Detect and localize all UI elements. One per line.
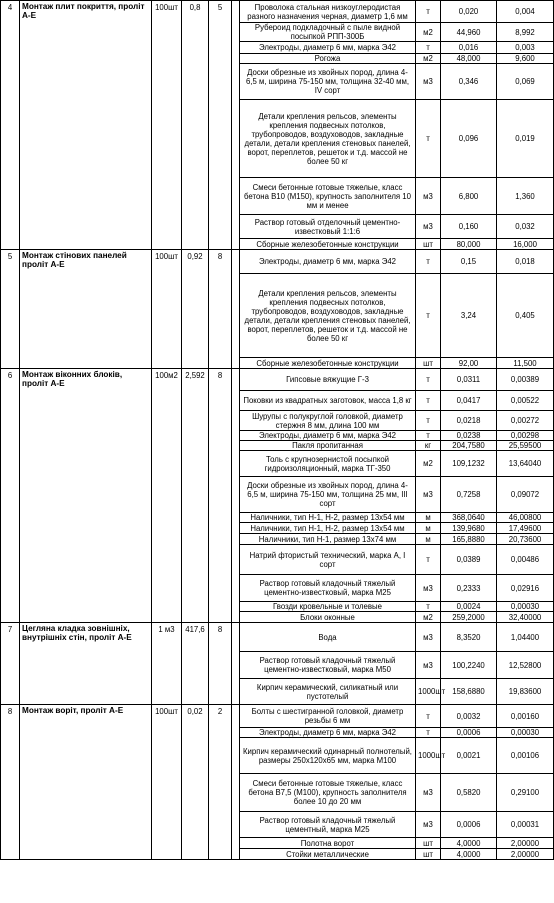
material-total: 0,00031 (497, 812, 554, 838)
row-number: 4 (1, 1, 20, 250)
material-norm: 0,0238 (441, 431, 497, 441)
material-unit: т (416, 602, 441, 612)
material-total: 0,02916 (497, 575, 554, 602)
material-name: Смеси бетонные готовые тяжелые, класс бетона В10 (М150), крупность заполнителя 10 мм и менее (240, 178, 416, 215)
material-unit: м3 (416, 477, 441, 513)
material-total: 0,069 (497, 64, 554, 100)
material-name: Доски обрезные из хвойных пород, длина 4-6,5 м, ширина 75-150 мм, толщина 32-40 мм, IV сорт (240, 64, 416, 100)
work-grade: 2 (209, 705, 232, 860)
material-total: 0,00298 (497, 431, 554, 441)
work-unit: 100шт (152, 1, 182, 250)
material-name: Поковки из квадратных заготовок, масса 1,8 кг (240, 391, 416, 411)
material-norm: 0,0389 (441, 545, 497, 575)
material-total: 2,00000 (497, 849, 554, 860)
work-unit: 1 м3 (152, 623, 182, 705)
material-unit: м (416, 513, 441, 523)
material-name: Наличники, тип Н-1, Н-2, размер 13х54 мм (240, 513, 416, 523)
material-unit: т (416, 431, 441, 441)
material-unit: м2 (416, 54, 441, 64)
material-name: Рогожа (240, 54, 416, 64)
material-norm: 92,00 (441, 358, 497, 369)
material-unit: м3 (416, 652, 441, 679)
work-quantity: 2,592 (182, 369, 209, 623)
work-grade: 5 (209, 1, 232, 250)
material-norm: 6,800 (441, 178, 497, 215)
material-total: 0,00272 (497, 411, 554, 431)
material-unit: м3 (416, 64, 441, 100)
material-total: 32,40000 (497, 612, 554, 623)
material-unit: т (416, 728, 441, 738)
material-total: 11,500 (497, 358, 554, 369)
material-name: Кирпич керамический, силикатный или пустотелый (240, 679, 416, 705)
material-total: 0,032 (497, 215, 554, 239)
material-norm: 0,346 (441, 64, 497, 100)
row-number: 8 (1, 705, 20, 860)
material-unit: м3 (416, 812, 441, 838)
table-row (1, 705, 554, 728)
material-unit: м3 (416, 774, 441, 812)
material-total: 0,09072 (497, 477, 554, 513)
material-unit: кг (416, 441, 441, 451)
table-row (1, 1, 554, 23)
material-unit: шт (416, 358, 441, 369)
material-total: 0,00106 (497, 738, 554, 774)
material-total: 17,49600 (497, 523, 554, 534)
material-name: Гвозди кровельные и толевые (240, 602, 416, 612)
material-unit: т (416, 705, 441, 728)
material-name: Натрий фтористый технический, марка А, I сорт (240, 545, 416, 575)
material-total: 9,600 (497, 54, 554, 64)
material-unit: т (416, 250, 441, 274)
material-total: 0,00486 (497, 545, 554, 575)
material-name: Электроды, диаметр 6 мм, марка Э42 (240, 431, 416, 441)
material-norm: 139,9680 (441, 523, 497, 534)
material-unit: м (416, 534, 441, 545)
material-name: Электроды, диаметр 6 мм, марка Э42 (240, 728, 416, 738)
material-total: 0,00030 (497, 602, 554, 612)
material-norm: 259,2000 (441, 612, 497, 623)
material-unit: м3 (416, 575, 441, 602)
material-norm: 0,160 (441, 215, 497, 239)
work-name: Монтаж воріт, проліт А-Е (20, 705, 152, 860)
material-unit: т (416, 411, 441, 431)
material-total: 2,00000 (497, 838, 554, 849)
material-norm: 44,960 (441, 23, 497, 42)
work-unit: 100м2 (152, 369, 182, 623)
material-total: 0,00522 (497, 391, 554, 411)
work-unit: 100шт (152, 250, 182, 369)
material-norm: 48,000 (441, 54, 497, 64)
work-quantity: 0,02 (182, 705, 209, 860)
material-norm: 4,0000 (441, 849, 497, 860)
material-name: Болты с шестигранной головкой, диаметр резьбы 6 мм (240, 705, 416, 728)
material-unit: м3 (416, 178, 441, 215)
work-grade: 8 (209, 623, 232, 705)
material-total: 0,004 (497, 1, 554, 23)
material-name: Пакля пропитанная (240, 441, 416, 451)
material-name: Детали крепления рельсов, элементы крепления подвесных потолков, трубопроводов, воздуховодов, закладные детали, детали крепления стеновых панелей, ворот, переплетов, решеток и т.д. массой не более 50 кг (240, 274, 416, 358)
material-name: Наличники, тип Н-1, Н-2, размер 13х54 мм (240, 523, 416, 534)
material-unit: т (416, 42, 441, 54)
material-unit: т (416, 1, 441, 23)
material-norm: 165,8880 (441, 534, 497, 545)
material-total: 16,000 (497, 239, 554, 250)
table-row (1, 369, 554, 391)
material-norm: 0,15 (441, 250, 497, 274)
material-name: Гипсовые вяжущие Г-3 (240, 369, 416, 391)
material-norm: 100,2240 (441, 652, 497, 679)
work-grade: 8 (209, 250, 232, 369)
material-name: Электроды, диаметр 6 мм, марка Э42 (240, 250, 416, 274)
material-norm: 80,000 (441, 239, 497, 250)
material-unit: м3 (416, 215, 441, 239)
material-norm: 368,0640 (441, 513, 497, 523)
material-norm: 0,0021 (441, 738, 497, 774)
material-unit: м (416, 523, 441, 534)
material-unit: т (416, 100, 441, 178)
material-norm: 4,0000 (441, 838, 497, 849)
spacer-cell (232, 250, 240, 369)
material-unit: шт (416, 849, 441, 860)
material-name: Толь с крупнозернистой посыпкой гидроизоляционный, марка ТГ-350 (240, 451, 416, 477)
material-norm: 0,0006 (441, 812, 497, 838)
material-total: 12,52800 (497, 652, 554, 679)
material-total: 0,00160 (497, 705, 554, 728)
material-norm: 204,7580 (441, 441, 497, 451)
material-norm: 0,020 (441, 1, 497, 23)
table-row (1, 623, 554, 652)
material-name: Раствор готовый кладочный тяжелый цементный, марка М25 (240, 812, 416, 838)
material-unit: т (416, 274, 441, 358)
work-quantity: 417,6 (182, 623, 209, 705)
spacer-cell (232, 1, 240, 250)
material-name: Сборные железобетонные конструкции (240, 239, 416, 250)
work-name: Цегляна кладка зовнішніх, внутрішніх стін, проліт А-Е (20, 623, 152, 705)
material-total: 0,405 (497, 274, 554, 358)
material-name: Раствор готовый отделочный цементно-известковый 1:1:6 (240, 215, 416, 239)
material-name: Раствор готовый кладочный тяжелый цементно-известковый, марка М25 (240, 575, 416, 602)
material-unit: шт (416, 838, 441, 849)
row-number: 7 (1, 623, 20, 705)
material-total: 0,019 (497, 100, 554, 178)
material-name: Сборные железобетонные конструкции (240, 358, 416, 369)
material-total: 1,360 (497, 178, 554, 215)
spacer-cell (232, 623, 240, 705)
material-unit: т (416, 391, 441, 411)
material-unit: м2 (416, 451, 441, 477)
material-name: Стойки металлические (240, 849, 416, 860)
material-unit: м3 (416, 623, 441, 652)
material-norm: 0,5820 (441, 774, 497, 812)
material-name: Детали крепления рельсов, элементы крепления подвесных потолков, трубопроводов, воздуховодов, закладные детали, детали крепления стеновых панелей, ворот, переплетов, решеток и т.д. массой не более 50 кг (240, 100, 416, 178)
material-unit: т (416, 369, 441, 391)
material-norm: 0,016 (441, 42, 497, 54)
material-name: Электроды, диаметр 6 мм, марка Э42 (240, 42, 416, 54)
material-total: 13,64040 (497, 451, 554, 477)
material-norm: 0,0311 (441, 369, 497, 391)
material-name: Шурупы с полукруглой головкой, диаметр стержня 8 мм, длина 100 мм (240, 411, 416, 431)
material-norm: 3,24 (441, 274, 497, 358)
material-name: Блоки оконные (240, 612, 416, 623)
material-name: Доски обрезные из хвойных пород, длина 4-6,5 м, ширина 75-150 мм, толщина 25 мм, III сорт (240, 477, 416, 513)
work-name: Монтаж плит покриття, проліт А-Е (20, 1, 152, 250)
row-number: 5 (1, 250, 20, 369)
material-unit: м2 (416, 612, 441, 623)
material-name: Полотна ворот (240, 838, 416, 849)
material-unit: т (416, 545, 441, 575)
material-unit: м2 (416, 23, 441, 42)
material-name: Рубероид подкладочный с пыле видной посыпкой РПП-300Б (240, 23, 416, 42)
material-name: Наличники, тип Н-1, размер 13х74 мм (240, 534, 416, 545)
material-unit: шт (416, 239, 441, 250)
material-total: 0,00389 (497, 369, 554, 391)
material-norm: 0,0417 (441, 391, 497, 411)
material-norm: 0,0032 (441, 705, 497, 728)
material-name: Проволока стальная низкоуглеродистая разного назначения черная, диаметр 1,6 мм (240, 1, 416, 23)
table-row (1, 250, 554, 274)
work-unit: 100шт (152, 705, 182, 860)
work-grade: 8 (209, 369, 232, 623)
material-total: 19,83600 (497, 679, 554, 705)
spacer-cell (232, 369, 240, 623)
material-total: 0,003 (497, 42, 554, 54)
material-total: 8,992 (497, 23, 554, 42)
material-name: Смеси бетонные готовые тяжелые, класс бетона В7,5 (М100), крупность заполнителя более 10 до 20 мм (240, 774, 416, 812)
material-norm: 109,1232 (441, 451, 497, 477)
material-name: Раствор готовый кладочный тяжелый цементно-известковый, марка М50 (240, 652, 416, 679)
material-norm: 8,3520 (441, 623, 497, 652)
spacer-cell (232, 705, 240, 860)
material-total: 1,04400 (497, 623, 554, 652)
material-name: Кирпич керамический одинарный полнотелый, размеры 250х120х65 мм, марка М100 (240, 738, 416, 774)
work-name: Монтаж стінових панелей проліт А-Е (20, 250, 152, 369)
material-total: 0,00030 (497, 728, 554, 738)
work-name: Монтаж віконних блоків, проліт А-Е (20, 369, 152, 623)
material-norm: 0,096 (441, 100, 497, 178)
material-total: 20,73600 (497, 534, 554, 545)
material-total: 46,00800 (497, 513, 554, 523)
material-norm: 0,0006 (441, 728, 497, 738)
material-name: Вода (240, 623, 416, 652)
material-unit: 1000шт (416, 679, 441, 705)
material-norm: 158,6880 (441, 679, 497, 705)
work-quantity: 0,92 (182, 250, 209, 369)
material-total: 25,59500 (497, 441, 554, 451)
row-number: 6 (1, 369, 20, 623)
material-norm: 0,2333 (441, 575, 497, 602)
table-body (1, 1, 554, 860)
material-total: 0,29100 (497, 774, 554, 812)
material-total: 0,018 (497, 250, 554, 274)
material-norm: 0,7258 (441, 477, 497, 513)
material-unit: 1000шт (416, 738, 441, 774)
material-norm: 0,0218 (441, 411, 497, 431)
material-norm: 0,0024 (441, 602, 497, 612)
work-quantity: 0,8 (182, 1, 209, 250)
